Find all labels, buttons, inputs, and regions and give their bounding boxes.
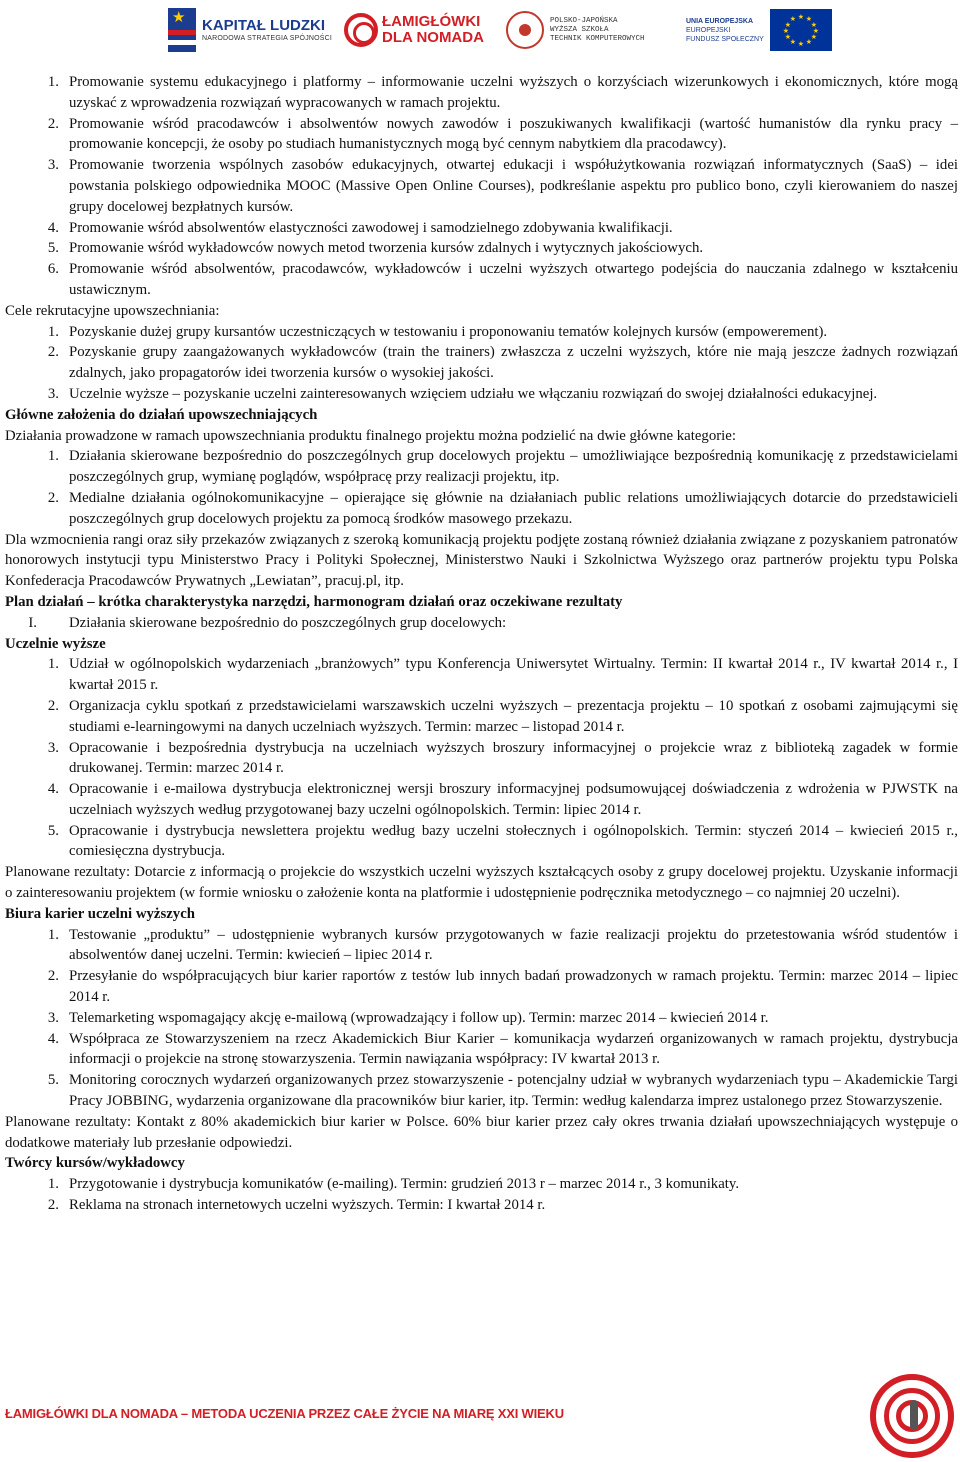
kapital-ludzki-emblem-icon: ★ [168,8,196,52]
cele-heading: Cele rekrutacyjne upowszechniania: [5,302,220,319]
plan-heading: Plan działań – krótka charakterystyka narzędzi, harmonogram działań oraz oczekiwane rezultaty [5,593,623,610]
biura-list [5,925,958,1112]
list-item: 1. Działania skierowane bezpośrednio do poszczególnych grup docelowych projektu – umożliwiające bezpośrednią komunikację z przedstawicielami poszczególnych grup, wymianę poglądów, współpracę przy realizacji projektu, itp. [47,448,958,486]
pj-line1: POLSKO-JAPOŃSKA [550,16,618,25]
maze-icon [344,13,378,47]
list-item: 2. Medialne działania ogólnokomunikacyjne – opierające się głównie na działaniach public relations umożliwiających dotarcie do przedstawicieli poszczególnych grup docelowych projektu za pomocą środków masowego przekazu. [47,489,958,527]
uczelnie-heading: Uczelnie wyższe [5,635,106,652]
eu-flag-icon: ★ ★ ★ ★ ★ ★ ★ ★ ★ ★ ★ ★ [770,9,832,51]
eu-line2: EUROPEJSKI [686,26,731,34]
roman-item: I. Działania skierowane bezpośrednio do poszczególnych grup docelowych: [28,614,507,631]
list-item: 3. Opracowanie i bezpośrednia dystrybucja na uczelniach wyższych broszury informacyjnej o projekcie wraz z biblioteką zagadek w formie drukowanej. Termin: marzec 2014 r. [47,739,958,777]
ln-title-line1: ŁAMIGŁÓWKI [382,13,481,30]
footer-maze-icon [870,1374,954,1458]
lamiglowki-logo [344,4,484,56]
list-item: 5. Opracowanie i dystrybucja newslettera projektu według bazy uczelni stołecznych i ogólnopolskich. Termin: styczeń 2014 – kwiecień 2015 r., comiesięczna dystrybucja. [47,822,958,860]
rezultaty-uczelnie: Planowane rezultaty: Dotarcie z informacją o projekcie do wszystkich uczelni wyższych kształcących osoby z grupy docelowej projektu. Uzyskanie informacji o zainteresowaniu projektem (w formie wniosku o założenie konta na platformie i udostępnienie podręcznika metodycznego – co najmniej 20 uczelni). [5,864,958,902]
tworcy-heading: Twórcy kursów/wykładowcy [5,1155,185,1172]
list-item: 2. Organizacja cyklu spotkań z przedstawicielami warszawskich uczelni wyższych – prezentacja projektu – 10 spotkań z osobami zajmującymi się studiami e-learningowymi na danych uczelniach wyższych. Termin: marzec – listopad 2014 r. [47,697,958,735]
glowne-heading: Główne założenia do działań upowszechniających [5,406,318,423]
list-item: 2. Pozyskanie grupy zaangażowanych wykładowców (train the trainers) zwłaszcza z uczelni wyższych, które nie mają jeszcze żadnych rozwiązań zdalnych, jako propagatorów idei tworzenia kursów o wysokiej jakości. [47,344,958,382]
list-item: 4. Promowanie wśród absolwentów elastyczności zawodowej i samodzielnego zdobywania kwalifikacji. [47,219,673,236]
kl-title: KAPITAŁ LUDZKI [202,16,326,34]
list-item: 1. Udział w ogólnopolskich wydarzeniach „branżowych” typu Konferencja Uniwersytet Wirtualny. Termin: II kwartał 2014 r., IV kwartał 2014 r., I kwartał 2015 r. [47,656,958,694]
list-item: 3. Promowanie tworzenia wspólnych zasobów edukacyjnych, otwartej edukacji i współużytkowania rozwiązań informatycznych (SaaS) – idei powstania polskiego odpowiednika MOOC (Massive Open Online Courses), podkreślanie aspektu pro publico bono, czyli kierowaniem do naszej grupy docelowej bezpłatnych kursów. [47,157,958,215]
promotion-list [5,72,958,301]
eu-line1: UNIA EUROPEJSKA [686,17,754,25]
kl-subtitle: NARODOWA STRATEGIA SPÓJNOŚCI [202,34,333,42]
list-item: 1. Promowanie systemu edukacyjnego i platformy – informowanie uczelni wyższych o korzyściach wizerunkowych i ekonomicznych, które mogą uzyskać z wprowadzenia rozwiązań wypracowanych w ramach projektu. [47,74,958,111]
rezultaty-biura: Planowane rezultaty: Kontakt z 80% akademickich biur karier w Polsce. 60% biur karier przez cały okres trwania działań upowszechniających występuje o dodatkowe materiały lub przesłanie odpowiedzi. [5,1113,958,1151]
ln-title-line2: DLA NOMADA [382,29,484,46]
list-item: 3. Uczelnie wyższe – pozyskanie uczelni zainteresowanych wzięciem udziału we włączaniu rozwiązań do swojej działalności edukacyjnej. [47,385,878,402]
biura-heading: Biura karier uczelni wyższych [5,905,196,922]
list-item: 2. Reklama na stronach internetowych uczelni wyższych. Termin: I kwartał 2014 r. [47,1197,546,1214]
list-item: 1. Przygotowanie i dystrybucja komunikatów (e-mailing). Termin: grudzień 2013 r – marzec 2014 r., 3 komunikaty. [47,1176,740,1193]
list-item: 4. Opracowanie i e-mailowa dystrybucja elektronicznej wersji broszury informacyjnej podsumowującej doświadczenia z wdrożenia w PJWSTK na uczelniach wyższych według przygotowanej bazy uczelni ogólnopolskich. Termin: lipiec 2014 r. [47,781,958,818]
pj-line3: TECHNIK KOMPUTEROWYCH [550,34,645,43]
uczelnie-list [5,654,958,862]
list-item: 2. Promowanie wśród pracodawców i absolwentów nowych zawodów i poszukiwanych kwalifikacji (wartość humanistów dla rynku pracy – promowanie koncepcji, że osoby po studiach humanistycznych mogą być cennym nabytkiem dla pracodawcy). [47,115,958,153]
list-item: 2. Przesyłanie do współpracujących biur karier raportów z testów lub innych badań prowadzonych w ramach projektu. Termin: marzec 2014 – lipiec 2014 r. [47,968,958,1006]
document-body [5,72,958,1216]
list-item: 6. Promowanie wśród absolwentów, pracodawców, wykładowców i uczelni wyższych otwartego podejścia do nauczania zdalnego w kształceniu ustawicznym. [47,261,958,298]
logo-bar [0,0,960,62]
eu-line3: FUNDUSZ SPOŁECZNY [686,35,764,43]
list-item: 5. Monitoring corocznych wydarzeń organizowanych przez stowarzyszenie - potencjalny udział w wybranych wydarzeniach typu – Akademickie Targi Pracy JOBBING, wydarzenia organizowane dla pracowników biur karier, itp. Termin: według kalendarza imprez ustalonego przez Stowarzyszenie. [47,1072,958,1110]
list-item: 3. Telemarketing wspomagający akcję e-mailową (wprowadzający i follow up). Termin: marzec 2014 – kwiecień 2014 r. [47,1009,769,1026]
kapital-ludzki-logo [168,4,332,56]
list-item: 4. Współpraca ze Stowarzyszeniem na rzecz Akademickich Biur Karier – komunikacja wydarzeń organizowanych w ramach projektu, dystrybucja informacji o projekcie na stronę stowarzyszenia. Termin nawiązania współpracy: IV kwartał 2013 r. [47,1030,958,1068]
pj-line2: WYŻSZA SZKOŁA [550,25,609,34]
recruitment-list [5,322,958,405]
pjwstk-logo [506,4,645,56]
categories-list [5,446,958,529]
list-item: 5. Promowanie wśród wykładowców nowych metod tworzenia kursów zdalnych i wytycznych jakościowych. [47,240,704,257]
list-item: 1. Testowanie „produktu” – udostępnienie wybranych kursów przygotowanych w fazie realizacji projektu do przetestowania wśród studentów i absolwentów danej uczelni. Termin: kwiecień – lipiec 2014 r. [47,926,958,964]
tworcy-list [5,1174,958,1216]
footer-tagline: ŁAMIGŁÓWKI DLA NOMADA – METODA UCZENIA PRZEZ CAŁE ŻYCIE NA MIARĘ XXI WIEKU [5,1406,564,1421]
glowne-intro: Działania prowadzone w ramach upowszechniania produktu finalnego projektu można podzielić na dwie główne kategorie: [5,427,736,444]
wzmocnienie-paragraph: Dla wzmocnienia rangi oraz siły przekazów związanych z szeroką komunikacją projektu podjęte zostaną również działania związane z pozyskaniem patronatów honorowych instytucji typu Ministerstwo Pracy i Polityki Społecznej, Ministerstwo Nauki i Szkolnictwa Wyższego oraz partnerów projektu typu Polska Konfederacja Pracodawców Prywatnych „Lewiatan”, pracuj.pl, itp. [5,531,958,590]
pjwstk-emblem-icon [506,11,544,49]
eu-logo [686,4,832,56]
list-item: 1. Pozyskanie dużej grupy kursantów uczestniczących w testowaniu i proponowaniu tematów kolejnych kursów (empowerement). [47,323,828,340]
